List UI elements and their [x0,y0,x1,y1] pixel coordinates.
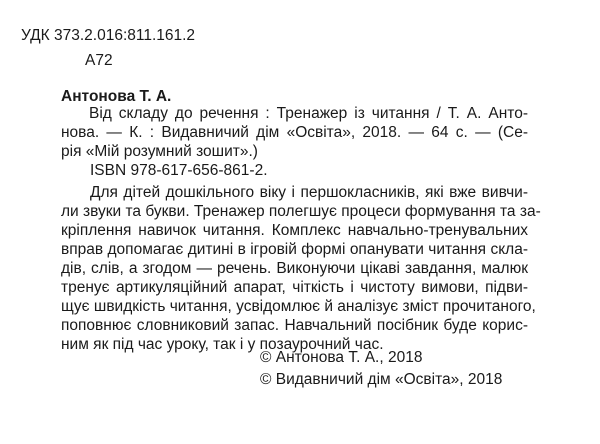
bibliography-line: рія «Мій розумний зошит».) [61,143,258,160]
author-sign: А72 [85,52,113,69]
author-name: Антонова Т. А. [61,88,172,105]
copyright-publisher: © Видавничий дім «Освіта», 2018 [260,371,503,388]
bibliography-line: Від складу до речення : Тренажер із читання / Т. А. Анто- [89,105,528,122]
copyright-author: © Антонова Т. А., 2018 [260,349,423,366]
isbn: ISBN 978-617-656-861-2. [90,162,268,179]
annotation-line: тренує артикуляційний апарат, чіткість і чистоту вимови, підви- [61,279,528,296]
annotation-line: дів, слів, а згодом — речень. Виконуючи цікаві завдання, малюк [61,260,528,277]
annotation-line: поповнює словниковий запас. Навчальний посібник буде корис- [61,317,528,334]
bibliography-line: нова. — К. : Видавничий дім «Освіта», 2018. — 64 с. — (Се- [61,124,528,141]
annotation-line: ним як під час уроку, так і у позаурочний час. [61,336,384,353]
annotation-line: кріплення навичок читання. Комплекс навчально-тренувальних [61,222,528,239]
annotation-line: вправ допомагає дитині в ігровій формі опанувати читання скла- [61,241,528,258]
annotation-line: Для дітей дошкільного віку і першокласників, які вже вивчи- [90,184,528,201]
annotation-line: щує швидкість читання, усвідомлює й аналізує зміст прочитаного, [61,298,536,315]
annotation-line: ли звуки та букви. Тренажер полегшує процеси формування та за- [61,203,541,220]
udk-code: УДК 373.2.016:811.161.2 [21,27,196,44]
